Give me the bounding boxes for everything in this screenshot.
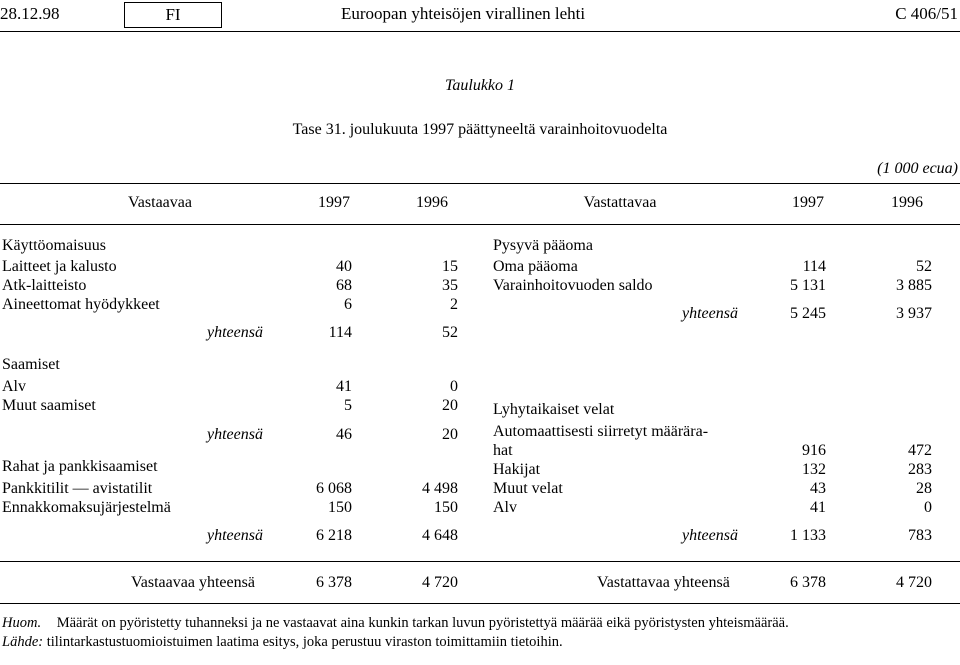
row-label: Muut saamiset — [2, 397, 96, 414]
totals-top-rule — [0, 561, 960, 562]
value-1997: 43 — [810, 480, 826, 497]
value-1996: 150 — [434, 499, 458, 516]
section-heading-equity: Pysyvä pääoma — [493, 237, 593, 254]
footnote-source — [2, 635, 563, 650]
value-1997: 6 — [344, 296, 352, 313]
column-assets: Vastaavaa — [128, 194, 192, 211]
value-1996: 35 — [442, 277, 458, 294]
row-label: Alv — [2, 378, 26, 395]
journal-title: Euroopan yhteisöjen virallinen lehti — [341, 4, 586, 23]
subtotal-1996: 20 — [442, 426, 458, 443]
row-label: Aineettomat hyödykkeet — [2, 296, 160, 313]
subtotal-label: yhteensä — [207, 324, 263, 341]
value-1996: 4 498 — [422, 480, 458, 497]
language-box — [124, 2, 222, 28]
grand-total-liabilities-1996: 4 720 — [896, 574, 932, 591]
column-header-bottom-rule — [0, 224, 960, 225]
subtotal-label: yhteensä — [682, 305, 738, 322]
section-heading-short-term: Lyhytaikaiset velat — [493, 401, 615, 418]
row-label: Pankkitilit — avistatilit — [2, 480, 153, 497]
subtotal-1997: 114 — [328, 324, 352, 341]
subtotal-1996: 4 648 — [422, 527, 458, 544]
grand-total-liabilities-label: Vastattavaa yhteensä — [597, 574, 730, 591]
grand-total-assets-label: Vastaavaa yhteensä — [131, 574, 255, 591]
section-heading-cash: Rahat ja pankkisaamiset — [2, 458, 158, 475]
row-label: Hakijat — [493, 461, 541, 478]
grand-total-assets-1996: 4 720 — [422, 574, 458, 591]
footnote-note-label: Huom. — [2, 615, 42, 631]
value-1996: 20 — [442, 397, 458, 414]
footnote-source-text: tilintarkastustuomioistuimen laatima esitys, joka perustuu viraston toimittamiin tietoihin. — [46, 634, 563, 650]
value-1997: 6 068 — [316, 480, 352, 497]
value-1996: 2 — [450, 296, 458, 313]
grand-total-liabilities-1997: 6 378 — [790, 574, 826, 591]
language-code: FI — [165, 5, 181, 24]
header-rule — [0, 31, 960, 32]
value-1997: 132 — [802, 461, 826, 478]
value-1997: 40 — [336, 258, 352, 275]
value-1997: 5 131 — [790, 277, 826, 294]
value-1997: 916 — [802, 442, 826, 459]
value-1996: 0 — [924, 499, 932, 516]
totals-bottom-rule — [0, 603, 960, 604]
column-header-top-rule — [0, 183, 960, 184]
subtotal-1997: 1 133 — [790, 527, 826, 544]
grand-total-assets-1997: 6 378 — [316, 574, 352, 591]
value-1996: 15 — [442, 258, 458, 275]
value-1997: 41 — [810, 499, 826, 516]
row-label: Ennakkomaksujärjestelmä — [2, 499, 171, 516]
footnote-source-label: Lähde: — [2, 634, 44, 650]
section-heading-receivables: Saamiset — [2, 356, 60, 373]
row-label: Automaattisesti siirretyt määrära- — [493, 423, 709, 440]
table-label: Taulukko 1 — [444, 77, 516, 94]
column-1996-liabilities: 1996 — [891, 194, 923, 211]
value-1996: 28 — [916, 480, 932, 497]
table-title: Tase 31. joulukuuta 1997 päättyneeltä varainhoitovuodelta — [292, 121, 668, 138]
subtotal-1997: 6 218 — [316, 527, 352, 544]
subtotal-label: yhteensä — [207, 426, 263, 443]
column-1997-assets: 1997 — [318, 194, 350, 211]
column-1996-assets: 1996 — [416, 194, 448, 211]
value-1996: 0 — [450, 378, 458, 395]
page-reference: C 406/51 — [895, 4, 958, 23]
footnote-note — [2, 616, 789, 631]
subtotal-1996: 3 937 — [896, 305, 932, 322]
row-label: Laitteet ja kalusto — [2, 258, 117, 275]
subtotal-label: yhteensä — [207, 527, 263, 544]
row-label-continued: hat — [493, 442, 513, 459]
subtotal-1997: 5 245 — [790, 305, 826, 322]
subtotal-label: yhteensä — [682, 527, 738, 544]
unit-note: (1 000 ecua) — [877, 160, 958, 177]
value-1996: 3 885 — [896, 277, 932, 294]
value-1997: 5 — [344, 397, 352, 414]
value-1996: 472 — [908, 442, 932, 459]
row-label: Atk-laitteisto — [2, 277, 87, 294]
row-label: Varainhoitovuoden saldo — [493, 277, 653, 294]
row-label: Oma pääoma — [493, 258, 578, 275]
value-1997: 68 — [336, 277, 352, 294]
row-label: Muut velat — [493, 480, 563, 497]
column-liabilities: Vastattavaa — [583, 194, 657, 211]
footnote-note-text: Määrät on pyöristetty tuhanneksi ja ne vastaavat aina kunkin tarkan luvun pyöristettyä määrää eikä pyöristysten yhteismäärää. — [56, 615, 789, 631]
section-heading-fixed-assets: Käyttöomaisuus — [2, 237, 106, 254]
subtotal-1996: 52 — [442, 324, 458, 341]
value-1997: 150 — [328, 499, 352, 516]
value-1997: 114 — [802, 258, 826, 275]
subtotal-1996: 783 — [908, 527, 932, 544]
header-date: 28.12.98 — [0, 4, 60, 23]
subtotal-1997: 46 — [336, 426, 352, 443]
value-1996: 283 — [908, 461, 932, 478]
value-1997: 41 — [336, 378, 352, 395]
row-label: Alv — [493, 499, 517, 516]
value-1996: 52 — [916, 258, 932, 275]
column-1997-liabilities: 1997 — [792, 194, 824, 211]
